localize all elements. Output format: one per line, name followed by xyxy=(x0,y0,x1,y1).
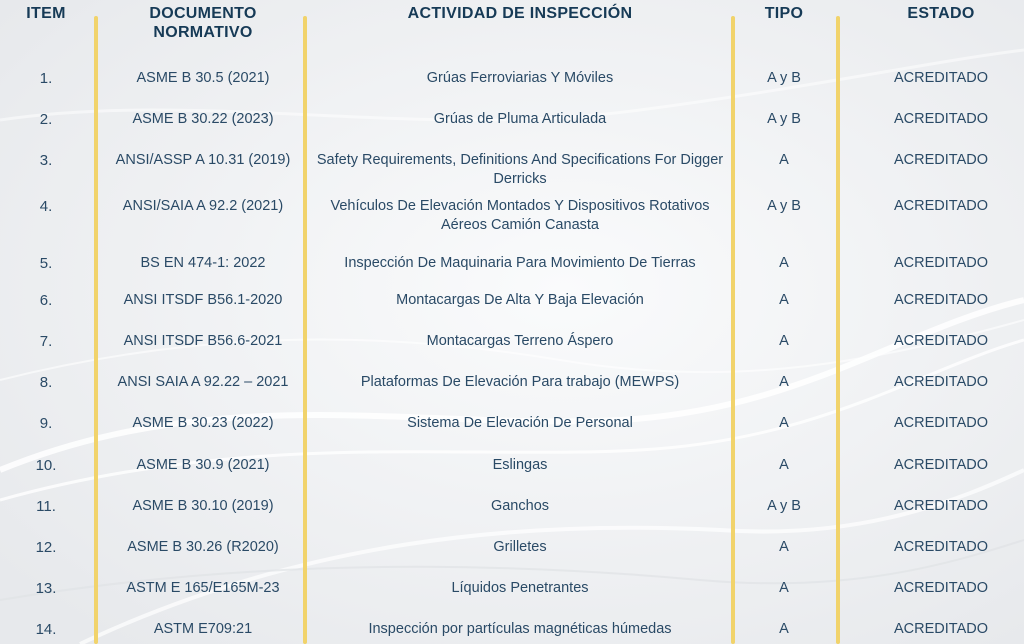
document-standard: ASTM E709:21 xyxy=(153,621,253,637)
item-number: 1. xyxy=(39,70,53,87)
inspection-type: A xyxy=(779,292,789,308)
document-standard: ASME B 30.22 (2023) xyxy=(132,111,274,127)
item-number: 14. xyxy=(35,621,57,638)
item-number: 6. xyxy=(39,292,53,309)
inspection-activity: Grilletes xyxy=(493,539,547,555)
header-actividad: ACTIVIDAD DE INSPECCIÓN xyxy=(407,5,633,22)
document-standard: ASME B 30.5 (2021) xyxy=(136,70,270,86)
accreditation-status: ACREDITADO xyxy=(894,292,988,308)
inspection-type: A y B xyxy=(767,498,801,514)
header-documento: DOCUMENTO NORMATIVO xyxy=(149,5,257,41)
item-number: 10. xyxy=(35,457,57,474)
document-standard: ANSI/ASSP A 10.31 (2019) xyxy=(115,152,291,168)
document-standard: ASME B 30.9 (2021) xyxy=(136,457,270,473)
document-standard: ASTM E 165/E165M-23 xyxy=(126,580,280,596)
inspection-activity: Inspección por partículas magnéticas húmedas xyxy=(368,621,672,637)
inspection-type: A xyxy=(779,152,789,168)
document-standard: ASME B 30.10 (2019) xyxy=(132,498,274,514)
accreditation-status: ACREDITADO xyxy=(894,333,988,349)
column-divider xyxy=(731,16,735,644)
inspection-type: A y B xyxy=(767,70,801,86)
item-number: 12. xyxy=(35,539,57,556)
item-number: 13. xyxy=(35,580,57,597)
accreditation-status: ACREDITADO xyxy=(894,457,988,473)
inspection-type: A xyxy=(779,415,789,431)
item-number: 5. xyxy=(39,255,53,272)
item-number: 4. xyxy=(39,198,53,215)
inspection-activity: Grúas Ferroviarias Y Móviles xyxy=(426,70,614,86)
inspection-activity: Eslingas xyxy=(492,457,548,473)
item-number: 7. xyxy=(39,333,53,350)
accreditation-status: ACREDITADO xyxy=(894,198,988,214)
inspection-type: A xyxy=(779,621,789,637)
item-number: 2. xyxy=(39,111,53,128)
inspection-activity: Sistema De Elevación De Personal xyxy=(407,415,633,431)
inspection-activity: Grúas de Pluma Articulada xyxy=(433,111,607,127)
inspection-type: A xyxy=(779,580,789,596)
item-number: 8. xyxy=(39,374,53,391)
document-standard: ASME B 30.23 (2022) xyxy=(132,415,274,431)
inspection-type: A xyxy=(779,374,789,390)
accreditation-status: ACREDITADO xyxy=(894,255,988,271)
accreditation-status: ACREDITADO xyxy=(894,111,988,127)
document-standard: ANSI/SAIA A 92.2 (2021) xyxy=(122,198,284,214)
item-number: 11. xyxy=(36,498,56,515)
inspection-activity: Plataformas De Elevación Para trabajo (MEWPS) xyxy=(360,374,680,390)
document-standard: BS EN 474-1: 2022 xyxy=(140,255,266,271)
inspection-activity: Montacargas Terreno Áspero xyxy=(426,333,614,349)
inspection-activity: Inspección De Maquinaria Para Movimiento De Tierras xyxy=(344,255,696,271)
accreditation-status: ACREDITADO xyxy=(894,152,988,168)
document-standard: ANSI ITSDF B56.1-2020 xyxy=(123,292,283,308)
document-standard: ANSI SAIA A 92.22 – 2021 xyxy=(117,374,289,390)
inspection-activity: Ganchos xyxy=(490,498,550,514)
accreditation-status: ACREDITADO xyxy=(894,539,988,555)
inspection-type: A xyxy=(779,457,789,473)
inspection-type: A xyxy=(779,333,789,349)
document-standard: ANSI ITSDF B56.6-2021 xyxy=(123,333,283,349)
inspection-activity: Líquidos Penetrantes xyxy=(451,580,589,596)
column-divider xyxy=(94,16,98,644)
accreditation-status: ACREDITADO xyxy=(894,415,988,431)
inspection-type: A y B xyxy=(767,198,801,214)
inspection-activity: Montacargas De Alta Y Baja Elevación xyxy=(396,292,644,308)
header-tipo: TIPO xyxy=(764,5,804,22)
header-estado: ESTADO xyxy=(907,5,975,22)
accreditation-status: ACREDITADO xyxy=(894,498,988,514)
header-item: ITEM xyxy=(26,5,66,22)
inspection-activity: Vehículos De Elevación Montados Y Dispositivos Rotativos Aéreos Camión Canasta xyxy=(330,198,710,233)
document-standard: ASME B 30.26 (R2020) xyxy=(127,539,279,555)
column-divider xyxy=(836,16,840,644)
item-number: 3. xyxy=(39,152,53,169)
inspection-type: A xyxy=(779,255,789,271)
inspection-type: A y B xyxy=(767,111,801,127)
accreditation-status: ACREDITADO xyxy=(894,621,988,637)
accreditation-status: ACREDITADO xyxy=(894,70,988,86)
inspection-type: A xyxy=(779,539,789,555)
item-number: 9. xyxy=(39,415,53,432)
inspection-activity: Safety Requirements, Definitions And Specifications For Digger Derricks xyxy=(316,152,724,187)
accreditation-status: ACREDITADO xyxy=(894,580,988,596)
accreditation-status: ACREDITADO xyxy=(894,374,988,390)
